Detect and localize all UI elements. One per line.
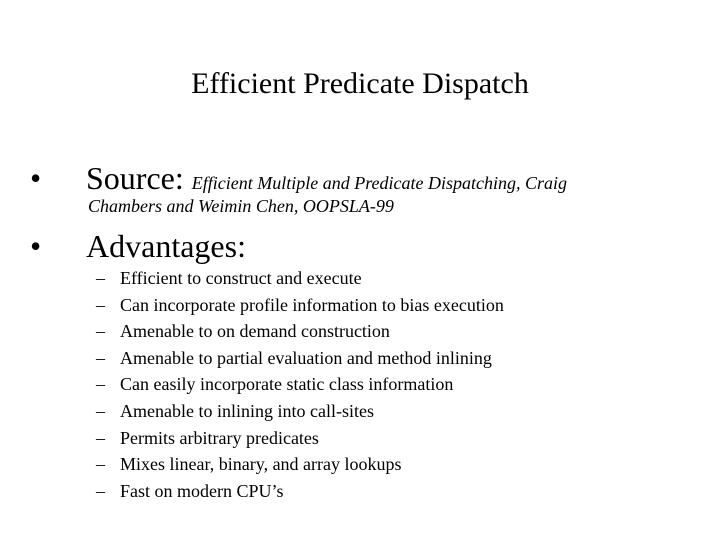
- list-item-text: Can easily incorporate static class information: [120, 374, 454, 395]
- list-item: [0, 454, 720, 481]
- list-item-text: Amenable to on demand construction: [120, 321, 390, 342]
- list-item: [0, 295, 720, 322]
- list-item: [0, 401, 720, 428]
- dash-icon: –: [96, 347, 105, 368]
- list-item-text: Amenable to inlining into call-sites: [120, 400, 374, 421]
- source-label: Source:: [86, 160, 184, 196]
- list-item: [0, 374, 720, 401]
- dash-icon: –: [96, 454, 105, 475]
- list-item-text: Fast on modern CPU’s: [120, 480, 284, 501]
- advantages-label: Advantages:: [86, 228, 246, 264]
- dash-icon: –: [96, 294, 105, 315]
- list-item-text: Can incorporate profile information to bias execution: [120, 294, 504, 315]
- dash-icon: –: [96, 374, 105, 395]
- list-item-text: Permits arbitrary predicates: [120, 427, 319, 448]
- dash-icon: –: [96, 321, 105, 342]
- dash-icon: –: [96, 400, 105, 421]
- source-citation-line2: Chambers and Weimin Chen, OOPSLA-99: [88, 196, 394, 216]
- dash-icon: –: [96, 480, 105, 501]
- dash-icon: –: [96, 427, 105, 448]
- advantages-list: [0, 268, 720, 507]
- slide-title: Efficient Predicate Dispatch: [191, 67, 529, 100]
- bullet-icon: •: [30, 160, 42, 196]
- bullet-icon: •: [30, 228, 42, 264]
- list-item: [0, 428, 720, 455]
- list-item: [0, 481, 720, 508]
- dash-icon: –: [96, 268, 105, 288]
- list-item-text: Mixes linear, binary, and array lookups: [120, 454, 402, 475]
- list-item: [0, 268, 720, 295]
- list-item: [0, 348, 720, 375]
- list-item: [0, 321, 720, 348]
- source-citation-line1: Efficient Multiple and Predicate Dispatching, Craig: [191, 173, 568, 193]
- list-item-text: Efficient to construct and execute: [120, 268, 362, 288]
- list-item-text: Amenable to partial evaluation and method inlining: [120, 347, 492, 368]
